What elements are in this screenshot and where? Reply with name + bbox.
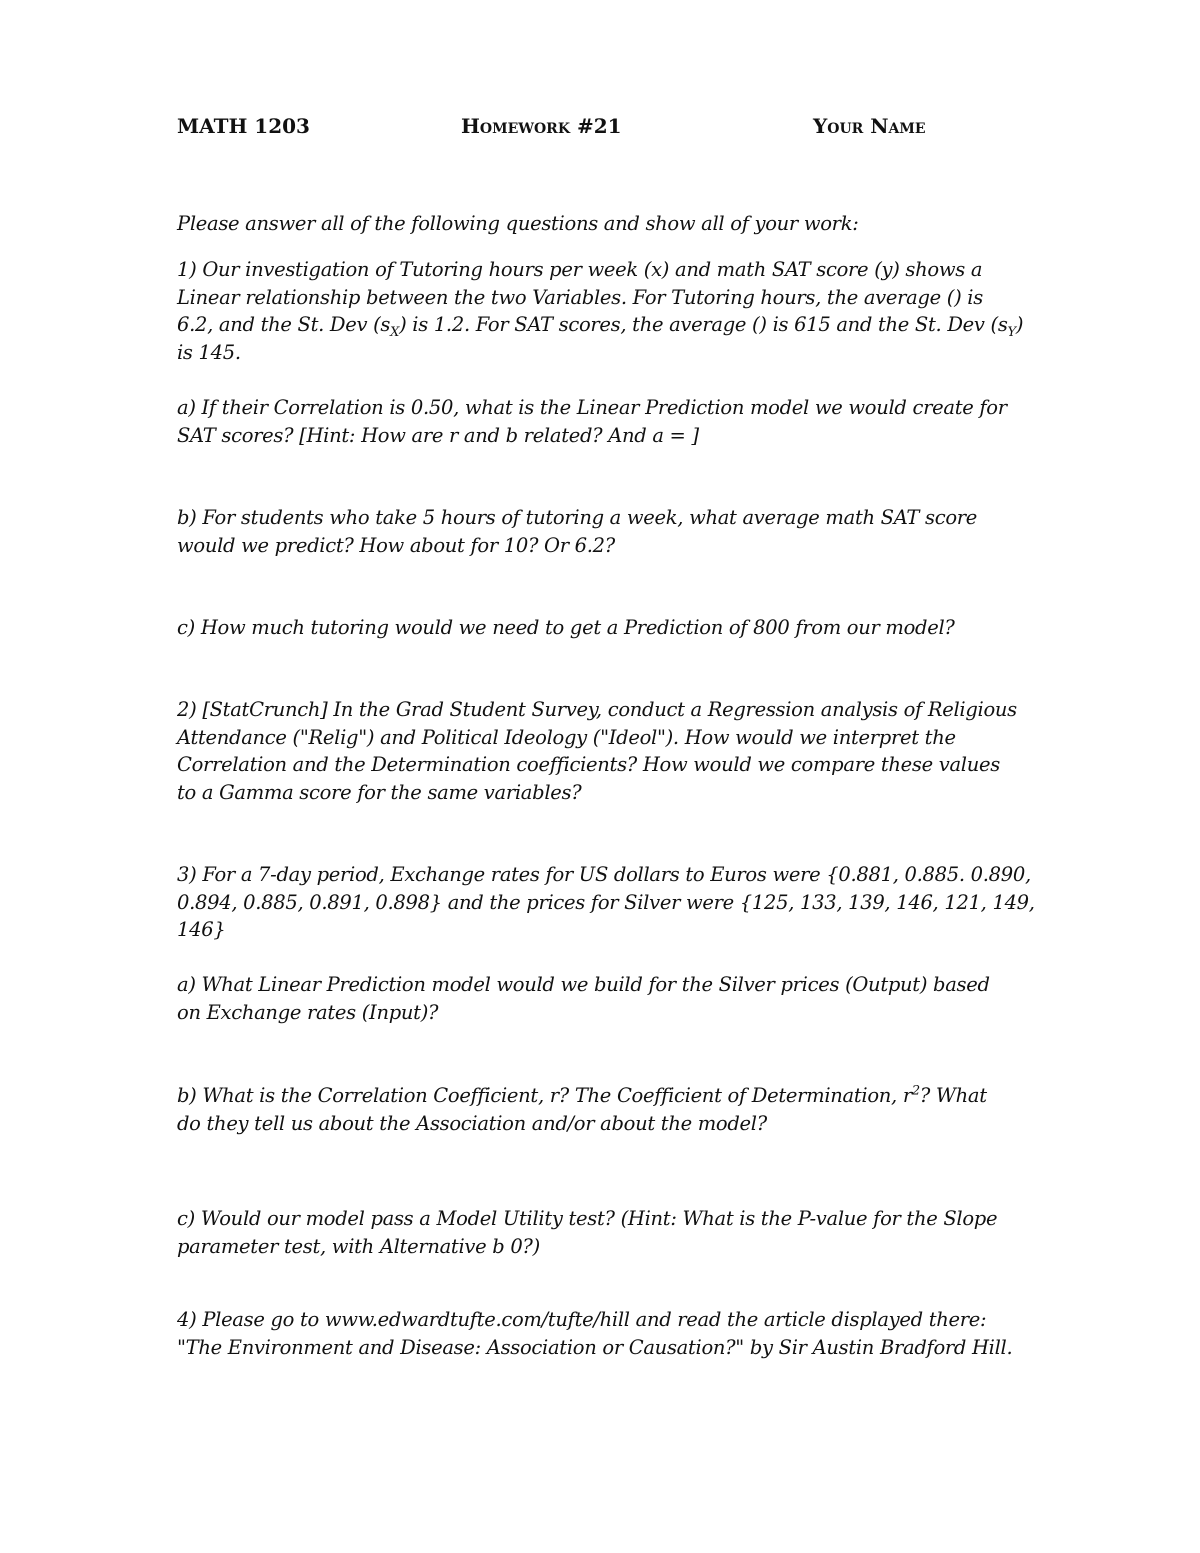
question-3a-line-2: on Exchange rates (Input)? bbox=[177, 1000, 439, 1024]
course-title: MATH 1203 bbox=[177, 114, 310, 138]
instructions bbox=[177, 210, 1027, 238]
question-2-line-1: 2) [StatCrunch] In the Grad Student Survey, conduct a Regression analysis of Religious bbox=[177, 698, 1017, 721]
question-1c-line-1: c) How much tutoring would we need to get a Prediction of 800 from our model? bbox=[177, 616, 955, 639]
question-3b-line-2: do they tell us about the Association and/or about the model? bbox=[177, 1111, 767, 1135]
question-3-line-1: 3) For a 7-day period, Exchange rates for US dollars to Euros were {0.881, 0.885. 0.890, bbox=[177, 863, 1031, 886]
question-3c-line-2: parameter test, with Alternative b 0?) bbox=[177, 1234, 540, 1258]
student-name-field: Your Name bbox=[813, 114, 926, 138]
question-1a bbox=[177, 394, 1027, 449]
question-4-line-1: 4) Please go to www.edwardtufte.com/tufte/hill and read the article displayed there: bbox=[177, 1308, 987, 1331]
question-3a bbox=[177, 971, 1027, 1026]
question-2 bbox=[177, 696, 1027, 806]
question-1-line-1: 1) Our investigation of Tutoring hours per week (x) and math SAT score (y) shows a bbox=[177, 258, 983, 281]
question-1a-line-2: SAT scores? [Hint: How are r and b related? And a = ] bbox=[177, 423, 699, 447]
question-3c-line-1: c) Would our model pass a Model Utility test? (Hint: What is the P-value for the Slope bbox=[177, 1207, 998, 1230]
question-1-line-4: is 145. bbox=[177, 340, 241, 364]
question-2-line-4: to a Gamma score for the same variables? bbox=[177, 780, 582, 804]
question-4 bbox=[177, 1306, 1027, 1361]
question-1b bbox=[177, 504, 1027, 559]
homework-title: Homework #21 bbox=[461, 114, 622, 138]
question-3 bbox=[177, 861, 1035, 944]
question-3a-line-1: a) What Linear Prediction model would we build for the Silver prices (Output) based bbox=[177, 973, 990, 996]
question-2-line-3: Correlation and the Determination coefficients? How would we compare these values bbox=[177, 753, 1000, 776]
question-1-line-3: 6.2, and the St. Dev $(s_X)$ is 1.2. For SAT scores, the average () is 615 and the St. Dev $(s_Y)$ bbox=[177, 313, 1024, 340]
question-3c bbox=[177, 1205, 1027, 1260]
instructions-text: Please answer all of the following questions and show all of your work: bbox=[177, 212, 859, 235]
question-3b bbox=[177, 1082, 1027, 1137]
question-3-line-2: 0.894, 0.885, 0.891, 0.898} and the prices for Silver were {125, 133, 139, 146, 121, 149, bbox=[177, 890, 1035, 914]
question-1 bbox=[177, 256, 1027, 366]
question-1a-line-1: a) If their Correlation is 0.50, what is the Linear Prediction model we would create for bbox=[177, 396, 1007, 419]
page-header bbox=[177, 114, 1057, 144]
question-1b-line-2: would we predict? How about for 10? Or 6.2? bbox=[177, 533, 615, 557]
question-1b-line-1: b) For students who take 5 hours of tutoring a week, what average math SAT score bbox=[177, 506, 978, 529]
question-3-line-3: 146} bbox=[177, 918, 226, 941]
question-4-line-2: "The Environment and Disease: Association or Causation?" by Sir Austin Bradford Hill. bbox=[177, 1335, 1013, 1359]
question-1c bbox=[177, 614, 1027, 642]
question-1-line-2: Linear relationship between the two Variables. For Tutoring hours, the average () is bbox=[177, 285, 983, 309]
question-2-line-2: Attendance ("Relig") and Political Ideology ("Ideol"). How would we interpret the bbox=[177, 725, 956, 749]
question-3b-line-1: b) What is the Correlation Coefficient, r? The Coefficient of Determination, $r^2$? What bbox=[177, 1083, 987, 1107]
